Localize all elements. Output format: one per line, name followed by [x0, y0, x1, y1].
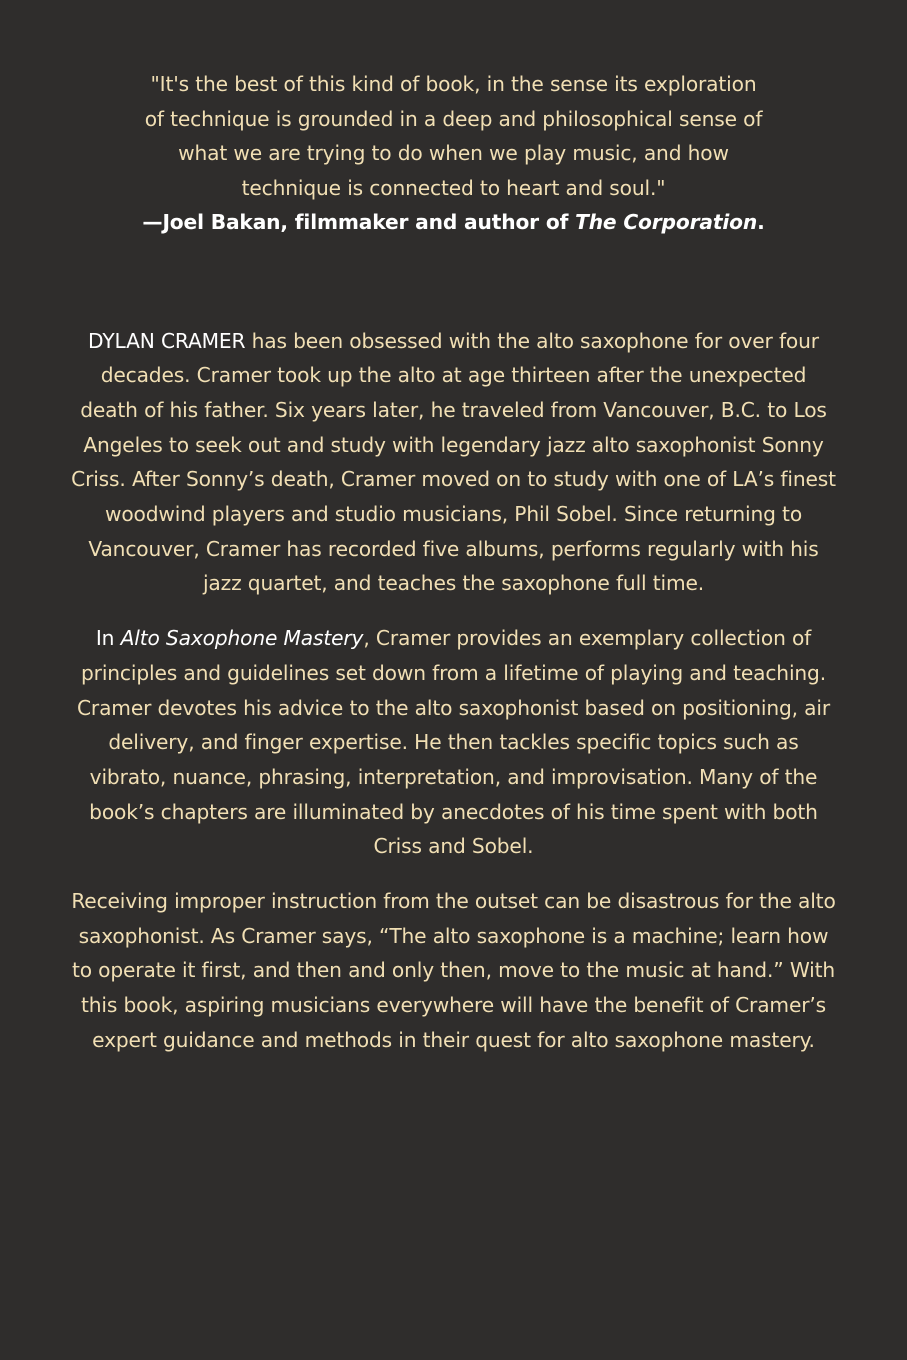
quote-text	[70, 67, 837, 205]
endorsement-quote	[70, 67, 837, 240]
bio-paragraph-2-text: , Cramer provides an exemplary collection of principles and guidelines set down from a lifetime of playing and teaching. Cramer devotes his advice to the alto saxophonist based on positioning, air delivery, and finger expertise. He then tackles specific topics such as vibrato, nuance, phrasing, interpretation, and improvisation. Many of the book’s chapters are illuminated by anecdotes of his time spent with both Criss and Sobel.	[76, 626, 831, 859]
quote-line: "It's the best of this kind of book, in the sense its exploration	[150, 72, 757, 96]
quote-line: of technique is grounded in a deep and philosophical sense of	[144, 106, 763, 131]
attribution-author: —Joel Bakan, filmmaker and author of	[142, 210, 576, 234]
author-name: DYLAN CRAMER	[88, 328, 246, 353]
book-title: Alto Saxophone Mastery	[120, 626, 364, 651]
bio-paragraph-3	[70, 884, 837, 1058]
attribution-suffix: .	[757, 210, 765, 234]
bio-paragraph-2	[70, 621, 837, 864]
attribution-book-title: The Corporation	[575, 210, 758, 234]
bio-paragraph-3-text: Receiving improper instruction from the outset can be disastrous for the alto saxophonist. As Cramer says, “The alto saxophone is a machine; learn how to operate it first, and then and only then, move to the music at hand.” With this book, aspiring musicians everywhere will have the benefit of Cramer’s expert guidance and methods in their quest for alto saxophone mastery.	[71, 889, 836, 1052]
quote-attribution	[70, 205, 837, 240]
quote-line: what we are trying to do when we play music, and how	[178, 141, 729, 165]
bio-paragraph-1-text: has been obsessed with the alto saxophone for over four decades. Cramer took up the alto at age thirteen after the unexpected death of his father. Six years later, he traveled from Vancouver, B.C. to Los Angeles to seek out and study with legendary jazz alto saxophonist Sonny Criss. After Sonny’s death, Cramer moved on to study with one of LA’s finest woodwind players and studio musicians, Phil Sobel. Since returning to Vancouver, Cramer has recorded five albums, performs regularly with his jazz quartet, and teaches the saxophone full time.	[71, 328, 836, 596]
quote-line: technique is connected to heart and soul."	[241, 175, 666, 200]
bio-paragraph-1	[70, 324, 837, 602]
bio-paragraph-2-prefix: In	[95, 626, 121, 651]
author-bio	[70, 324, 837, 1058]
